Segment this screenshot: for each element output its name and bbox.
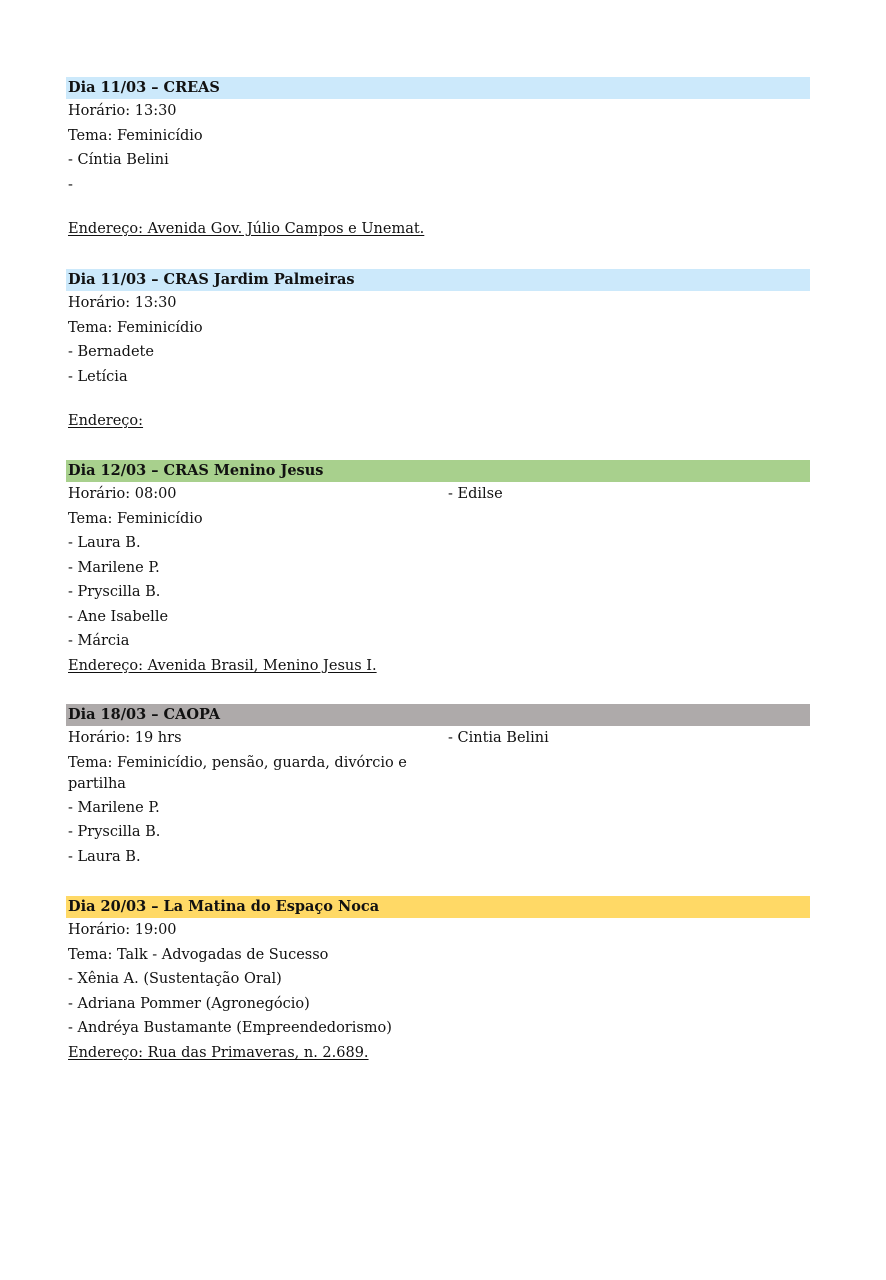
speaker-item-right: - Cintia Belini	[448, 730, 549, 746]
event-time: Horário: 08:00	[68, 486, 177, 502]
speaker-item-right: - Edilse	[448, 486, 503, 502]
event-cras-menino-jesus	[66, 460, 810, 678]
event-time: Horário: 19 hrs	[68, 730, 182, 746]
speaker-item: - Letícia	[68, 368, 128, 385]
spacer	[66, 389, 810, 409]
event-header: Dia 11/03 – CRAS Jardim Palmeiras	[66, 269, 810, 291]
event-header: Dia 20/03 – La Matina do Espaço Noca	[66, 896, 810, 918]
event-theme: Tema: Feminicídio, pensão, guarda, divórcio e partilha	[68, 754, 407, 792]
speaker-item: - Andréya Bustamante (Empreendedorismo)	[68, 1020, 392, 1036]
event-time: Horário: 13:30	[68, 295, 177, 311]
event-theme: Tema: Feminicídio	[68, 127, 203, 144]
speaker-item: - Laura B.	[68, 848, 141, 865]
speaker-item: - Ane Isabelle	[68, 608, 169, 625]
event-theme: Tema: Talk - Advogadas de Sucesso	[68, 946, 329, 963]
speaker-item: - Laura B.	[68, 535, 141, 551]
speaker-item: -	[68, 176, 73, 193]
speaker-item: - Pryscilla B.	[68, 824, 161, 840]
event-address: Endereço:	[68, 413, 144, 429]
event-time: Horário: 13:30	[68, 103, 177, 119]
event-address: Endereço: Avenida Brasil, Menino Jesus I.	[68, 657, 377, 674]
event-theme: Tema: Feminicídio	[68, 510, 203, 527]
event-theme: Tema: Feminicídio	[68, 319, 203, 336]
event-address: Endereço: Rua das Primaveras, n. 2.689.	[68, 1044, 369, 1061]
event-la-matina	[66, 896, 810, 1065]
event-time: Horário: 19:00	[68, 922, 177, 938]
event-address: Endereço: Avenida Gov. Júlio Campos e Unemat.	[68, 221, 425, 237]
speaker-item: - Márcia	[68, 633, 130, 649]
event-header: Dia 12/03 – CRAS Menino Jesus	[66, 460, 810, 482]
event-header: Dia 11/03 – CREAS	[66, 77, 810, 99]
event-cras-jardim-palmeiras	[66, 269, 810, 434]
event-time-row	[66, 726, 810, 751]
event-header: Dia 18/03 – CAOPA	[66, 704, 810, 726]
spacer	[66, 197, 810, 217]
speaker-item: - Marilene P.	[68, 799, 160, 816]
speaker-item: - Xênia A. (Sustentação Oral)	[68, 971, 282, 987]
event-time-row	[66, 482, 810, 507]
speaker-item: - Pryscilla B.	[68, 584, 161, 600]
speaker-item: - Marilene P.	[68, 559, 160, 576]
event-creas	[66, 77, 810, 242]
speaker-item: - Cíntia Belini	[68, 152, 169, 168]
speaker-item: - Adriana Pommer (Agronegócio)	[68, 995, 310, 1012]
event-caopa	[66, 704, 810, 869]
speaker-item: - Bernadete	[68, 344, 154, 360]
